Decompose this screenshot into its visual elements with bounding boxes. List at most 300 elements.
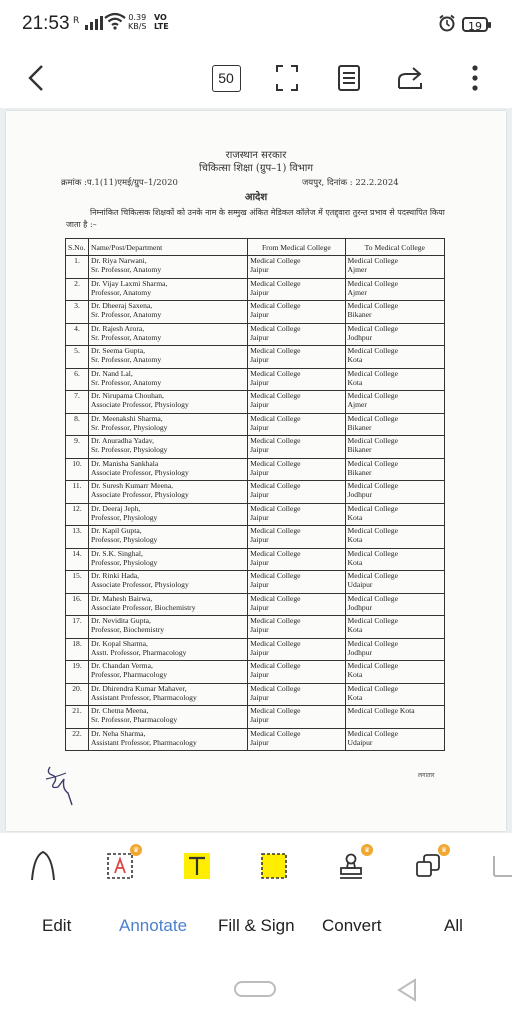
row-to-city: Kota [347, 557, 363, 567]
row-post: Associate Professor, Physiology [90, 400, 189, 410]
row-to-college: Medical College [347, 683, 398, 693]
row-from-college: Medical College [250, 503, 301, 513]
row-post: Professor, Physiology [90, 512, 158, 522]
row-name: Dr. Neha Sharma, [90, 728, 146, 738]
row-from [248, 346, 345, 369]
row-name-post [88, 256, 247, 279]
row-name: Dr. Dhirendra Kumar Mahaver, [90, 683, 187, 693]
row-post: Assistant Professor, Pharmacology [90, 692, 197, 702]
row-sno [66, 413, 89, 436]
row-name-post [88, 526, 247, 549]
row-sno [66, 571, 89, 594]
row-name-post [88, 571, 247, 594]
row-sno-text: 5. [74, 346, 80, 355]
row-to-city: Ajmer [347, 400, 367, 410]
table-row [66, 503, 445, 526]
row-post: Assistant Professor, Pharmacology [90, 737, 197, 747]
row-to-city: Jodhpur [347, 647, 373, 657]
row-name-post [88, 728, 247, 751]
row-to-college: Medical College [347, 391, 398, 400]
row-sno-text: 10. [72, 458, 82, 468]
row-from [248, 661, 345, 684]
row-from-city: Jaipur [250, 332, 269, 342]
battery-level: 19 [468, 20, 482, 33]
row-name: Dr. Nand Lal, [90, 368, 133, 378]
row-to-college: Medical College [347, 616, 398, 625]
table-row [66, 526, 445, 549]
share-icon [397, 66, 425, 90]
row-to-city: Kota [347, 377, 363, 387]
row-name: Dr. Manisha Sankhala [90, 458, 159, 468]
row-to-college: Medical College [347, 638, 398, 648]
row-sno-text: 1. [74, 256, 80, 265]
row-from [248, 706, 345, 729]
row-to [345, 683, 444, 706]
row-to [345, 638, 444, 661]
row-post: Sr. Professor, Anatomy [90, 310, 162, 320]
row-to-city: Kota [347, 535, 363, 545]
row-sno [66, 503, 89, 526]
row-from-college: Medical College [250, 683, 301, 693]
table-row [66, 346, 445, 369]
row-from [248, 323, 345, 346]
row-from-college: Medical College [250, 323, 301, 333]
table-row [66, 728, 445, 751]
row-to [345, 413, 444, 436]
row-sno-text: 12. [72, 503, 82, 513]
row-to-city: Bikaner [347, 310, 372, 320]
row-name: Dr. Chandan Verma, [90, 661, 153, 670]
row-sno-text: 22. [72, 728, 82, 738]
row-to-college: Medical College [347, 301, 398, 310]
row-name-post [88, 436, 247, 459]
row-name: Dr. Riya Narwani, [90, 256, 147, 265]
row-sno [66, 458, 89, 481]
row-to-college: Medical College [347, 323, 398, 333]
row-to [345, 616, 444, 639]
row-to-city: Udaipur [347, 580, 373, 590]
annotation-toolbar [0, 833, 512, 899]
row-name-post [88, 278, 247, 301]
volte-top: VO [154, 13, 167, 22]
row-sno [66, 301, 89, 324]
row-to-college: Medical College [347, 661, 398, 670]
row-from-college: Medical College [250, 638, 301, 648]
row-post: Sr. Professor, Anatomy [90, 355, 162, 365]
row-name: Dr. Nevidita Gupta, [90, 616, 151, 625]
roaming-label: R [73, 16, 80, 26]
row-from-college: Medical College [250, 301, 301, 310]
stamp-tool[interactable] [332, 847, 370, 885]
table-row [66, 278, 445, 301]
row-to-college: Medical College [347, 481, 398, 490]
row-sno-text: 3. [74, 301, 80, 310]
row-to [345, 301, 444, 324]
row-from-city: Jaipur [250, 602, 269, 612]
page-count-button[interactable] [208, 60, 244, 96]
row-from-college: Medical College [250, 571, 301, 580]
status-bar [0, 0, 512, 50]
table-row [66, 661, 445, 684]
row-to [345, 706, 444, 729]
row-name-post [88, 593, 247, 616]
row-sno-text: 9. [74, 436, 80, 445]
premium-badge-icon: ♛ [130, 844, 142, 856]
row-post: Sr. Professor, Anatomy [90, 332, 162, 342]
row-from-city: Jaipur [250, 400, 269, 410]
table-row [66, 616, 445, 639]
row-post: Associate Professor, Physiology [90, 467, 189, 477]
row-to-city: Kota [347, 670, 363, 680]
row-sno-text: 21. [72, 706, 82, 715]
col-name: Name/Post/Department [88, 239, 247, 256]
row-post: Associate Professor, Physiology [90, 580, 189, 590]
row-name-post [88, 503, 247, 526]
row-from-college: Medical College [250, 706, 301, 715]
row-to-city: Jodhpur [347, 332, 373, 342]
battery-icon [462, 17, 488, 32]
tab-edit[interactable]: Edit [42, 916, 72, 935]
table-row [66, 638, 445, 661]
nav-back-icon[interactable] [396, 978, 418, 1002]
row-post: Sr. Professor, Pharmacology [90, 715, 178, 725]
row-to-college: Medical College [347, 571, 398, 580]
row-post: Sr. Professor, Physiology [90, 422, 168, 432]
row-to-city: Kota [347, 355, 363, 365]
row-post: Professor, Physiology [90, 535, 158, 545]
row-from-college: Medical College [250, 481, 301, 490]
row-to [345, 346, 444, 369]
signal-icon [73, 16, 103, 31]
more-options-button[interactable] [457, 60, 493, 96]
table-row [66, 436, 445, 459]
row-sno-text: 16. [72, 593, 82, 603]
eraser-icon [486, 852, 512, 880]
row-name: Dr. Vijay Laxmi Sharma, [90, 278, 168, 288]
col-sno: S.No. [66, 239, 89, 256]
row-sno-text: 17. [72, 616, 82, 625]
row-sno [66, 436, 89, 459]
row-to [345, 481, 444, 504]
share-button[interactable] [393, 60, 429, 96]
row-from-college: Medical College [250, 661, 301, 670]
row-sno-text: 18. [72, 638, 82, 648]
row-sno-text: 4. [74, 323, 80, 333]
back-button[interactable] [18, 60, 54, 96]
row-post: Professor, Pharmacology [90, 670, 168, 680]
order-title: आदेश [244, 192, 268, 203]
table-row [66, 391, 445, 414]
volte-bottom: LTE [154, 22, 169, 31]
row-from-city: Jaipur [250, 490, 269, 500]
row-sno [66, 526, 89, 549]
row-from-college: Medical College [250, 728, 301, 738]
row-sno [66, 638, 89, 661]
row-to-college: Medical College [347, 436, 398, 445]
volte-indicator [154, 13, 169, 31]
alarm-icon [438, 14, 456, 36]
row-name-post [88, 706, 247, 729]
row-sno [66, 706, 89, 729]
row-to-college: Medical College [347, 503, 398, 513]
row-from-city: Jaipur [250, 670, 269, 680]
row-name: Dr. Deeraj Jeph, [90, 503, 141, 513]
row-name: Dr. Chetna Meena, [90, 706, 149, 715]
transfer-table [65, 238, 445, 751]
row-post: Sr. Professor, Anatomy [90, 377, 162, 387]
row-name: Dr. Suresh Kumarr Meena, [90, 481, 174, 490]
government-header: राजस्थान सरकार [225, 150, 287, 161]
row-to [345, 436, 444, 459]
row-to [345, 661, 444, 684]
speed-value: 0.39 [128, 13, 147, 22]
row-sno [66, 323, 89, 346]
row-from-college: Medical College [250, 458, 301, 468]
row-name: Dr. Nirupama Chouhan, [90, 391, 164, 400]
row-from-college: Medical College [250, 256, 301, 265]
row-sno [66, 278, 89, 301]
row-to-city: Bikaner [347, 445, 372, 455]
more-vert-icon [471, 64, 479, 92]
row-to [345, 728, 444, 751]
row-sno [66, 391, 89, 414]
row-to [345, 323, 444, 346]
row-name-post [88, 481, 247, 504]
row-sno [66, 481, 89, 504]
document-viewport[interactable] [0, 108, 512, 833]
row-sno-text: 20. [72, 683, 82, 693]
speed-unit: KB/S [128, 22, 147, 31]
row-from-college: Medical College [250, 593, 301, 603]
row-to-college: Medical College [347, 728, 398, 738]
row-to-college: Medical College [347, 346, 398, 355]
row-from-city: Jaipur [250, 377, 269, 387]
row-name-post [88, 661, 247, 684]
row-name-post [88, 301, 247, 324]
text-box-tool[interactable] [101, 847, 139, 885]
row-from [248, 638, 345, 661]
table-row [66, 413, 445, 436]
row-post: Associate Professor, Biochemistry [90, 602, 196, 612]
row-from [248, 436, 345, 459]
table-row [66, 571, 445, 594]
row-name: Dr. Anuradha Yadav, [90, 436, 154, 445]
row-name-post [88, 391, 247, 414]
more-tools-partial[interactable] [486, 847, 512, 885]
row-post: Professor, Physiology [90, 557, 158, 567]
row-name: Dr. Rajesh Arora, [90, 323, 145, 333]
view-mode-button[interactable] [331, 60, 367, 96]
row-post: Sr. Professor, Anatomy [90, 265, 162, 275]
row-name: Dr. Kopal Sharma, [90, 638, 148, 648]
row-sno [66, 683, 89, 706]
row-from-college: Medical College [250, 436, 301, 445]
row-to [345, 368, 444, 391]
ink-icon [30, 850, 56, 882]
row-from-city: Jaipur [250, 715, 269, 725]
row-name-post [88, 346, 247, 369]
row-from-city: Jaipur [250, 535, 269, 545]
row-sno [66, 548, 89, 571]
highlight-text-icon [183, 852, 211, 880]
row-name: Dr. Rinki Hada, [90, 571, 140, 580]
row-from-city: Jaipur [250, 647, 269, 657]
row-name-post [88, 548, 247, 571]
row-post: Sr. Professor, Physiology [90, 445, 168, 455]
row-sno [66, 661, 89, 684]
row-name-post [88, 638, 247, 661]
tab-fill-sign[interactable]: Fill & Sign [218, 916, 295, 935]
row-sno-text: 11. [72, 481, 82, 490]
row-to-city: Udaipur [347, 737, 373, 747]
network-speed [128, 13, 147, 31]
row-to-city: Kota [347, 625, 363, 635]
back-arrow-icon [26, 64, 46, 92]
row-from-city: Jaipur [250, 737, 269, 747]
row-to-city: Ajmer [347, 265, 367, 275]
row-to-college: Medical College [347, 256, 398, 265]
col-from: From Medical College [248, 239, 345, 256]
fit-screen-button[interactable] [269, 60, 305, 96]
row-from-city: Jaipur [250, 355, 269, 365]
row-sno [66, 593, 89, 616]
table-row [66, 256, 445, 279]
row-sno-text: 19. [72, 661, 82, 670]
row-sno [66, 728, 89, 751]
text-box-icon [106, 852, 134, 880]
table-row [66, 593, 445, 616]
row-from-city: Jaipur [250, 512, 269, 522]
row-from [248, 278, 345, 301]
row-post: Asstt. Professor, Pharmacology [90, 647, 187, 657]
row-from-college: Medical College [250, 413, 301, 423]
row-from-city: Jaipur [250, 265, 269, 275]
row-to-city: Jodhpur [347, 602, 373, 612]
row-to-college: Medical College [347, 413, 398, 423]
table-row [66, 481, 445, 504]
tab-annotate[interactable]: Annotate [119, 916, 188, 935]
row-name-post [88, 368, 247, 391]
continued-note: लगातार [418, 772, 435, 779]
page-count: 50 [212, 65, 241, 92]
row-from [248, 616, 345, 639]
table-row [66, 683, 445, 706]
row-from-city: Jaipur [250, 445, 269, 455]
tab-convert[interactable]: Convert [322, 916, 382, 935]
row-from-city: Jaipur [250, 692, 269, 702]
reference-number: क्रमांक :प.1(11)एमई/ग्रुप–1/2020 [61, 178, 178, 188]
row-to [345, 256, 444, 279]
row-sno-text: 7. [74, 391, 80, 400]
signature [44, 759, 84, 809]
row-sno-text: 8. [74, 413, 80, 423]
row-from-college: Medical College [250, 526, 301, 535]
row-from [248, 301, 345, 324]
status-time: 21:53 [22, 13, 70, 34]
row-to [345, 571, 444, 594]
row-from-city: Jaipur [250, 287, 269, 297]
premium-badge-icon: ♛ [361, 844, 373, 856]
row-sno-text: 15. [72, 571, 82, 580]
row-post: Professor, Biochemistry [90, 625, 165, 635]
row-to [345, 458, 444, 481]
row-name: Dr. Seema Gupta, [90, 346, 145, 355]
row-from-city: Jaipur [250, 580, 269, 590]
row-sno [66, 256, 89, 279]
row-sno [66, 368, 89, 391]
row-to-city: Kota [347, 512, 363, 522]
row-sno [66, 616, 89, 639]
shapes-tool[interactable] [409, 847, 447, 885]
row-to-city: Bikaner [347, 422, 372, 432]
row-from-city: Jaipur [250, 310, 269, 320]
table-row [66, 706, 445, 729]
table-row [66, 368, 445, 391]
tab-all[interactable]: All [444, 916, 463, 935]
row-name: Dr. S.K. Singhal, [90, 548, 143, 558]
row-sno-text: 6. [74, 368, 80, 378]
row-from-college: Medical College [250, 368, 301, 378]
row-to-city: Kota [347, 692, 363, 702]
row-name-post [88, 616, 247, 639]
intro-paragraph: निम्नांकित चिकित्सक शिक्षकों को उनके नाम के सम्मुख अंकित मेडिकल कॉलेज में एतद्द्वारा तुरन्त प्रभाव से पदस्थापित किया जाता है :– [66, 208, 445, 229]
row-name: Dr. Mahesh Bairwa, [90, 593, 153, 603]
highlight-text-tool[interactable] [178, 847, 216, 885]
row-name-post [88, 683, 247, 706]
table-row [66, 458, 445, 481]
premium-badge-icon: ♛ [438, 844, 450, 856]
table-row [66, 548, 445, 571]
row-from-college: Medical College [250, 346, 301, 355]
row-from [248, 593, 345, 616]
row-from [248, 526, 345, 549]
row-from [248, 391, 345, 414]
row-to-college: Medical College [347, 593, 398, 603]
row-sno-text: 13. [72, 526, 82, 535]
area-highlight-tool[interactable] [255, 847, 293, 885]
row-to-city: Jodhpur [347, 490, 373, 500]
fit-screen-icon [276, 65, 298, 91]
row-name-post [88, 413, 247, 436]
home-button[interactable] [234, 981, 276, 997]
row-from [248, 256, 345, 279]
row-to-college: Medical College [347, 548, 398, 558]
row-name-post [88, 323, 247, 346]
row-to-college: Medical College [347, 526, 398, 535]
ink-tool[interactable] [24, 847, 62, 885]
row-from-college: Medical College [250, 391, 301, 400]
row-to [345, 593, 444, 616]
row-from [248, 458, 345, 481]
row-name: Dr. Kapil Gupta, [90, 526, 142, 535]
row-from [248, 503, 345, 526]
document-date: जयपुर, दिनांक : 22.2.2024 [302, 178, 399, 188]
row-post: Associate Professor, Physiology [90, 490, 189, 500]
top-toolbar [0, 50, 512, 108]
wifi-icon [104, 12, 126, 34]
row-from [248, 571, 345, 594]
department-header: चिकित्सा शिक्षा (ग्रुप–1) विभाग [199, 163, 313, 174]
row-to [345, 278, 444, 301]
col-to: To Medical College [345, 239, 444, 256]
row-to-college: Medical College [347, 368, 398, 378]
system-nav-bar [0, 954, 512, 1024]
shapes-icon [414, 852, 442, 880]
row-sno-text: 14. [72, 548, 82, 558]
row-to [345, 526, 444, 549]
row-from [248, 548, 345, 571]
area-highlight-icon [260, 852, 288, 880]
